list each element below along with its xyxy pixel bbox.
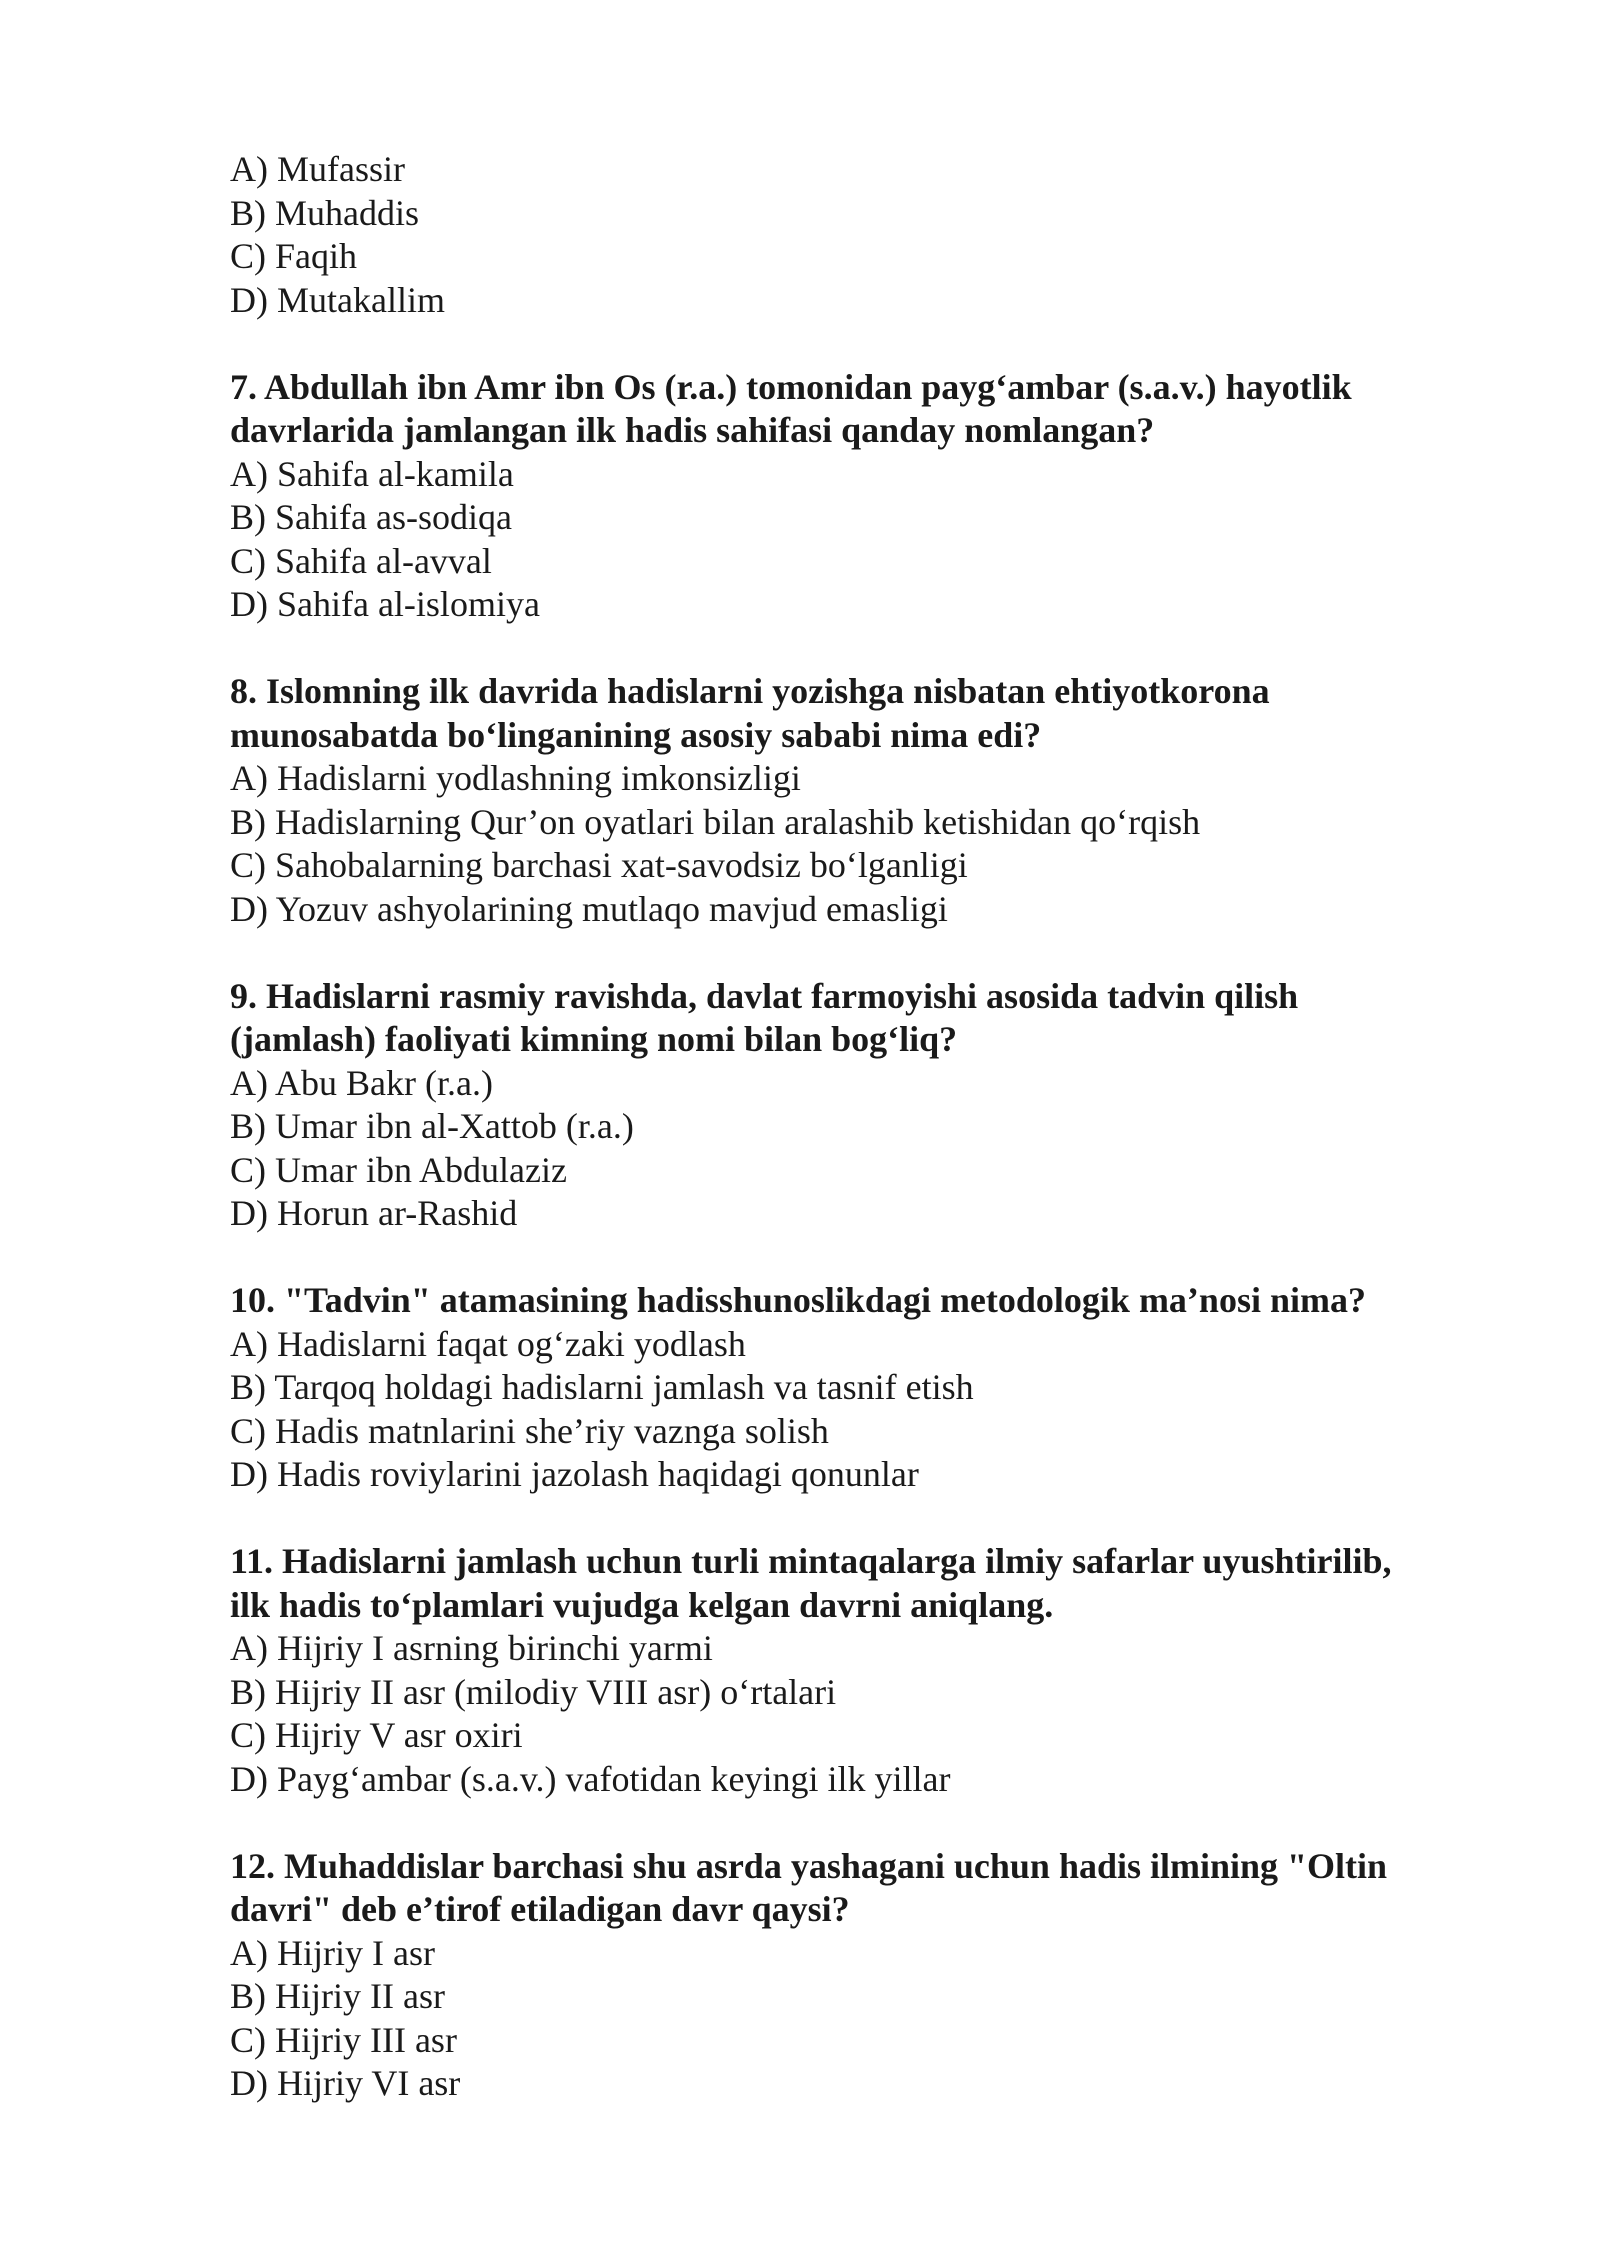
- spacer: [230, 627, 1490, 671]
- option-c: C) Hijriy III asr: [230, 2019, 457, 2060]
- option-b: B) Tarqoq holdagi hadislarni jamlash va tasnif etish: [230, 1367, 974, 1407]
- option-c: C) Sahobalarning barchasi xat-savodsiz bo‘lganligi: [230, 845, 968, 885]
- option-a: A) Hijriy I asr: [230, 1932, 435, 1973]
- option-d: D) Sahifa al-islomiya: [230, 584, 540, 624]
- question-text-line: munosabatda bo‘linganining asosiy sababi nima edi?: [230, 714, 1042, 755]
- option-c: C) Umar ibn Abdulaziz: [230, 1149, 567, 1190]
- question-text-line: davrlarida jamlangan ilk hadis sahifasi qanday nomlangan?: [230, 410, 1155, 450]
- spacer: [230, 1236, 1490, 1280]
- question-10: [230, 1279, 1490, 1497]
- question-text-line: ilk hadis to‘plamlari vujudga kelgan davrni aniqlang.: [230, 1584, 1054, 1625]
- option-b: B) Sahifa as-sodiqa: [230, 497, 512, 537]
- option-b: B) Hadislarning Qur’on oyatlari bilan aralashib ketishidan qo‘rqish: [230, 801, 1201, 842]
- option-a: A) Sahifa al-kamila: [230, 453, 514, 494]
- option-b: B) Umar ibn al-Xattob (r.a.): [230, 1106, 634, 1146]
- document-page: [230, 148, 1490, 2106]
- option-a: A) Hadislarni faqat og‘zaki yodlash: [230, 1323, 746, 1364]
- question-11: [230, 1540, 1490, 1801]
- option-d: D) Horun ar-Rashid: [230, 1193, 518, 1233]
- question-text-line: 8. Islomning ilk davrida hadislarni yozishga nisbatan ehtiyotkorona: [230, 671, 1270, 711]
- question-8: [230, 670, 1490, 931]
- option-d: D) Hijriy VI asr: [230, 2063, 461, 2103]
- option-a: A) Hadislarni yodlashning imkonsizligi: [230, 758, 801, 798]
- question-12: [230, 1845, 1490, 2106]
- option-c: C) Hijriy V asr oxiri: [230, 1715, 523, 1755]
- spacer: [230, 1497, 1490, 1541]
- option-a: A) Mufassir: [230, 149, 405, 189]
- question-text-line: davri" deb e’tirof etiladigan davr qaysi?: [230, 1889, 850, 1929]
- option-d: D) Yozuv ashyolarining mutlaqo mavjud emasligi: [230, 888, 948, 929]
- question-text-line: (jamlash) faoliyati kimning nomi bilan bog‘liq?: [230, 1019, 958, 1059]
- previous-question-options: [230, 148, 1490, 322]
- question-7: [230, 366, 1490, 627]
- question-text-line: 11. Hadislarni jamlash uchun turli mintaqalarga ilmiy safarlar uyushtirilib,: [230, 1541, 1392, 1581]
- option-d: D) Hadis roviylarini jazolash haqidagi qonunlar: [230, 1454, 919, 1494]
- option-a: A) Hijriy I asrning birinchi yarmi: [230, 1628, 713, 1668]
- question-text-line: 10. "Tadvin" atamasining hadisshunoslikdagi metodologik ma’nosi nima?: [230, 1280, 1366, 1320]
- question-text-line: 9. Hadislarni rasmiy ravishda, davlat farmoyishi asosida tadvin qilish: [230, 975, 1299, 1016]
- option-b: B) Muhaddis: [230, 192, 419, 233]
- option-c: C) Hadis matnlarini she’riy vaznga solish: [230, 1410, 829, 1451]
- question-9: [230, 975, 1490, 1236]
- option-c: C) Faqih: [230, 236, 358, 276]
- question-text-line: 7. Abdullah ibn Amr ibn Os (r.a.) tomonidan payg‘ambar (s.a.v.) hayotlik: [230, 366, 1352, 407]
- option-b: B) Hijriy II asr: [230, 1976, 445, 2016]
- spacer: [230, 931, 1490, 975]
- question-text-line: 12. Muhaddislar barchasi shu asrda yashagani uchun hadis ilmining "Oltin: [230, 1845, 1388, 1886]
- option-a: A) Abu Bakr (r.a.): [230, 1062, 493, 1103]
- spacer: [230, 1801, 1490, 1845]
- option-d: D) Mutakallim: [230, 279, 445, 320]
- option-d: D) Payg‘ambar (s.a.v.) vafotidan keyingi ilk yillar: [230, 1758, 951, 1799]
- option-b: B) Hijriy II asr (milodiy VIII asr) o‘rtalari: [230, 1671, 837, 1712]
- option-c: C) Sahifa al-avval: [230, 540, 492, 581]
- spacer: [230, 322, 1490, 366]
